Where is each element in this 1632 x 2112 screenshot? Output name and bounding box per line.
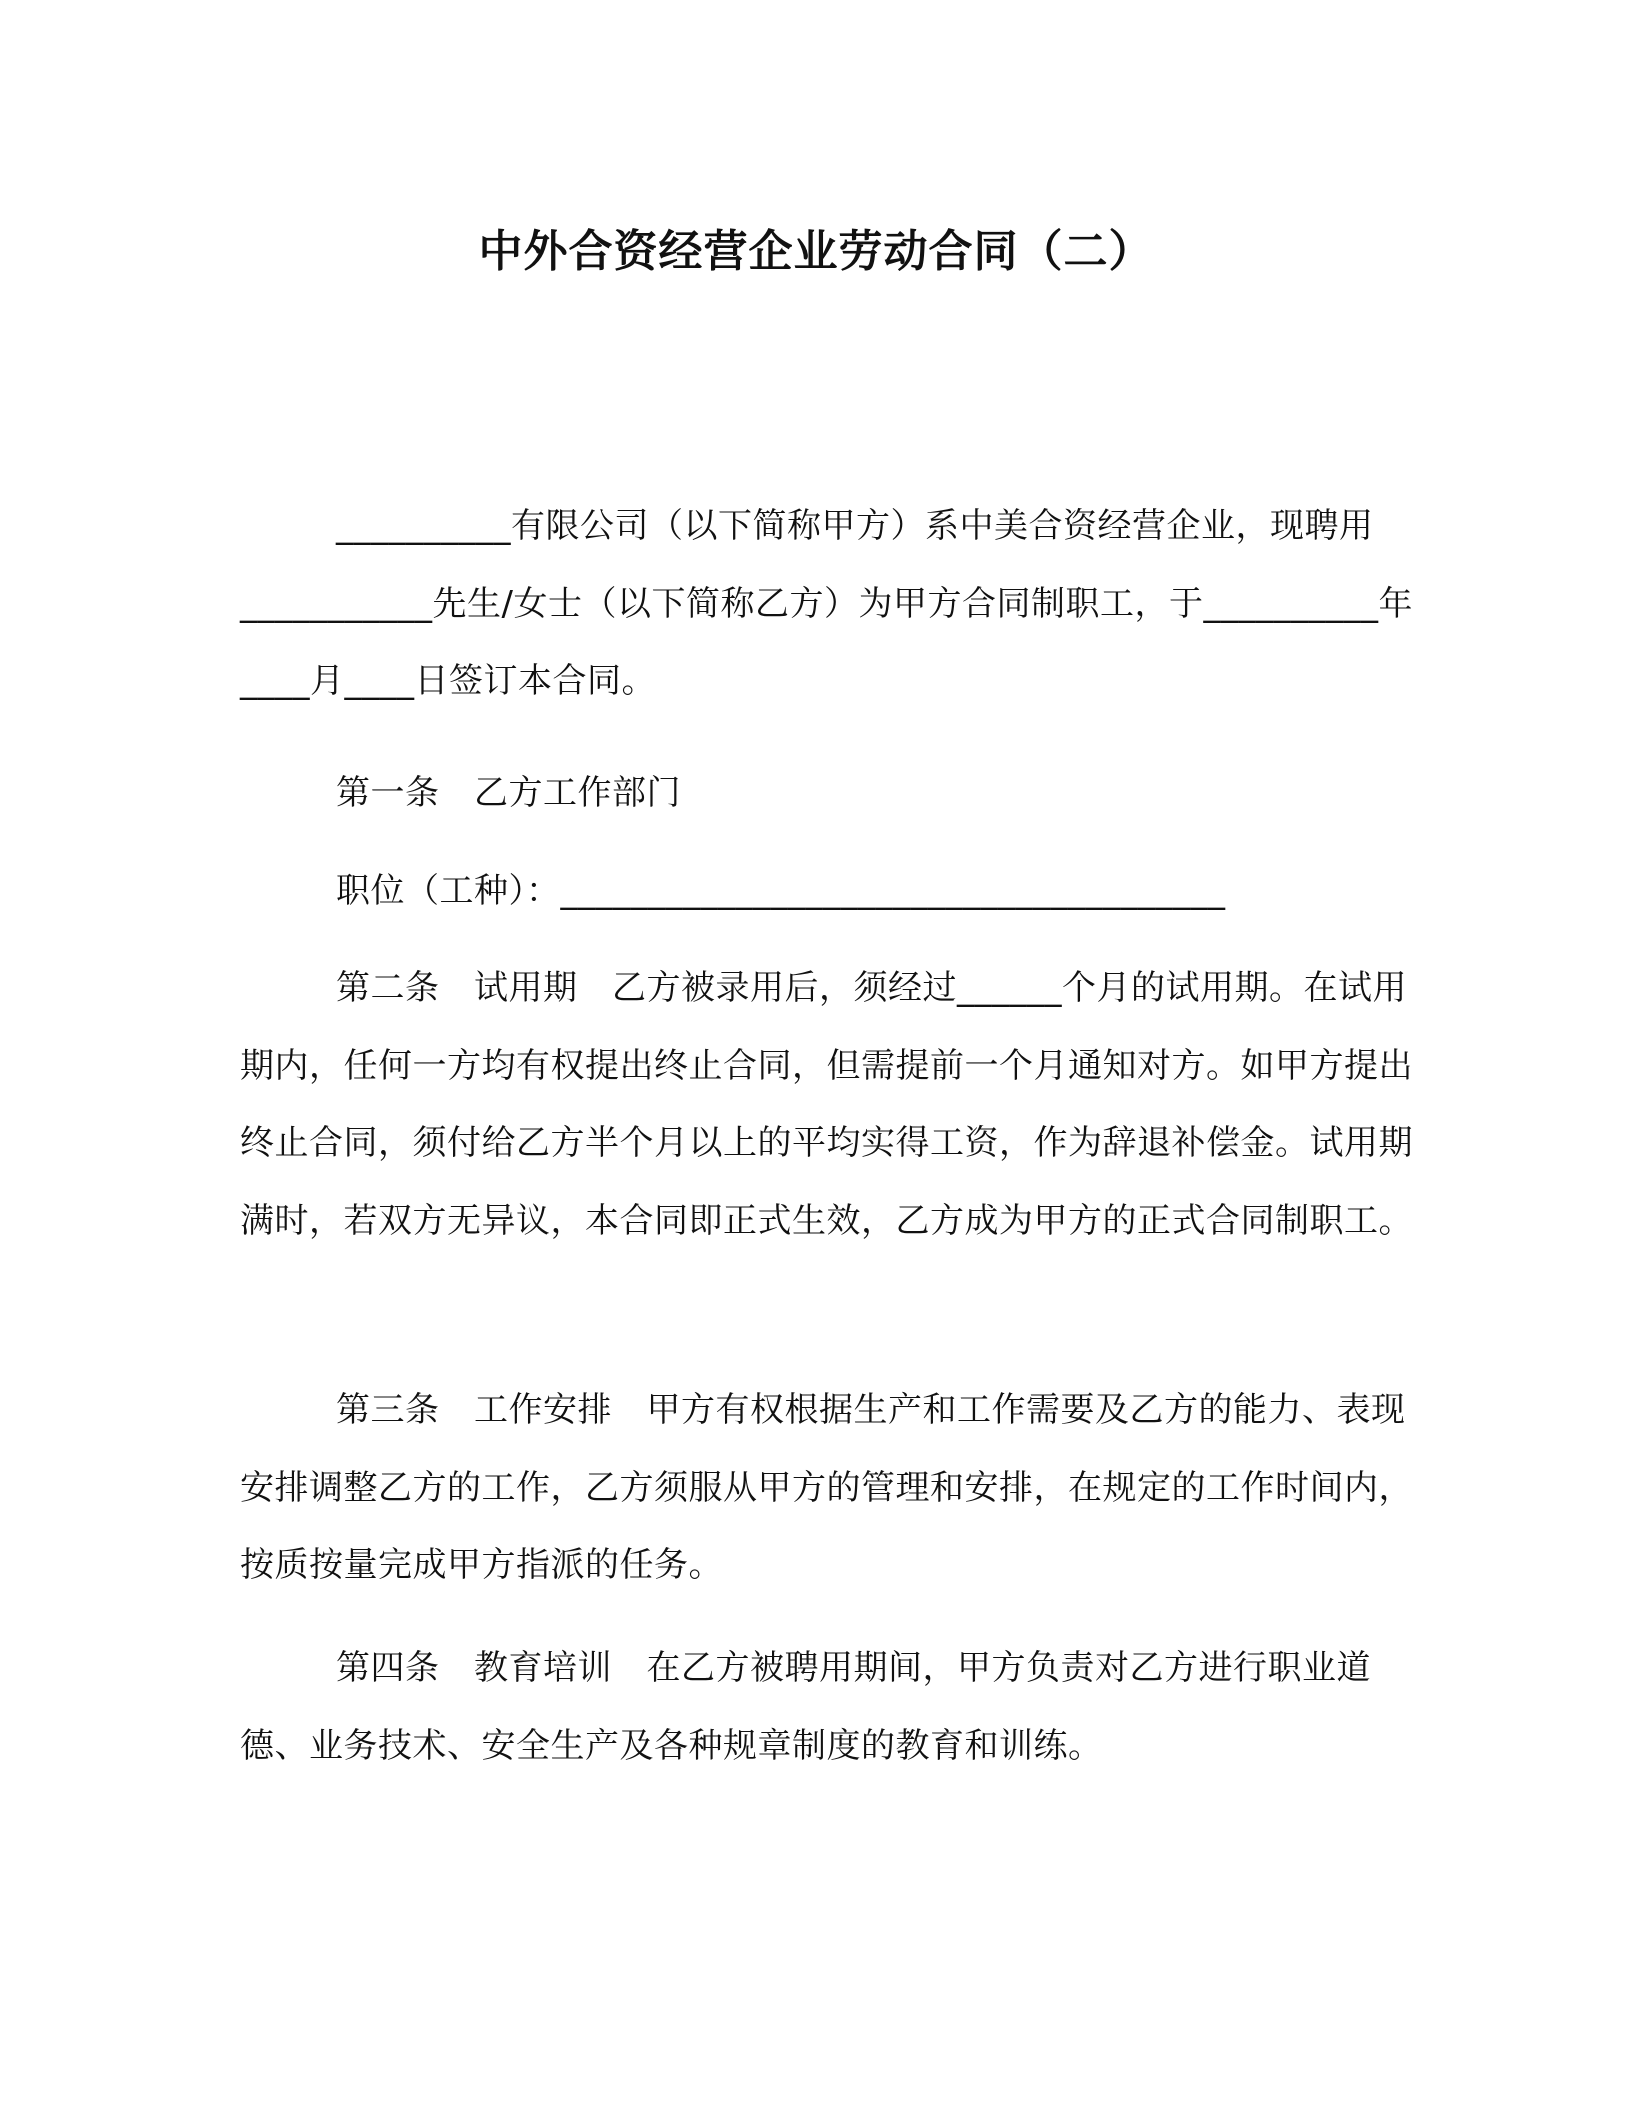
article-2-paragraph: 第二条 试用期 乙方被录用后，须经过______个月的试用期。在试用期内，任何一方均有权提出终止合同，但需提前一个月通知对方。如甲方提出终止合同，须付给乙方半个月以上的平均实得工资，作为辞退补偿金。试用期满时，若双方无异议，本合同即正式生效，乙方成为甲方的正式合同制职工。	[240, 968, 1413, 1241]
article-3-paragraph: 第三条 工作安排 甲方有权根据生产和工作需要及乙方的能力、表现安排调整乙方的工作，乙方须服从甲方的管理和安排，在规定的工作时间内，按质按量完成甲方指派的任务。	[240, 1390, 1413, 1585]
document-title: 中外合资经营企业劳动合同（二）	[478, 226, 1154, 277]
article-1-heading: 第一条 乙方工作部门	[336, 773, 681, 813]
position-field-line: 职位（工种）：______________________________________	[336, 871, 1226, 911]
article-4-paragraph: 第四条 教育培训 在乙方被聘用期间，甲方负责对乙方进行职业道德、业务技术、安全生产及各种规章制度的教育和训练。	[240, 1648, 1371, 1766]
intro-paragraph: __________有限公司（以下简称甲方）系中美合资经营企业，现聘用___________先生/女士（以下简称乙方）为甲方合同制职工，于__________年____月____日签订本合同。	[240, 506, 1413, 701]
